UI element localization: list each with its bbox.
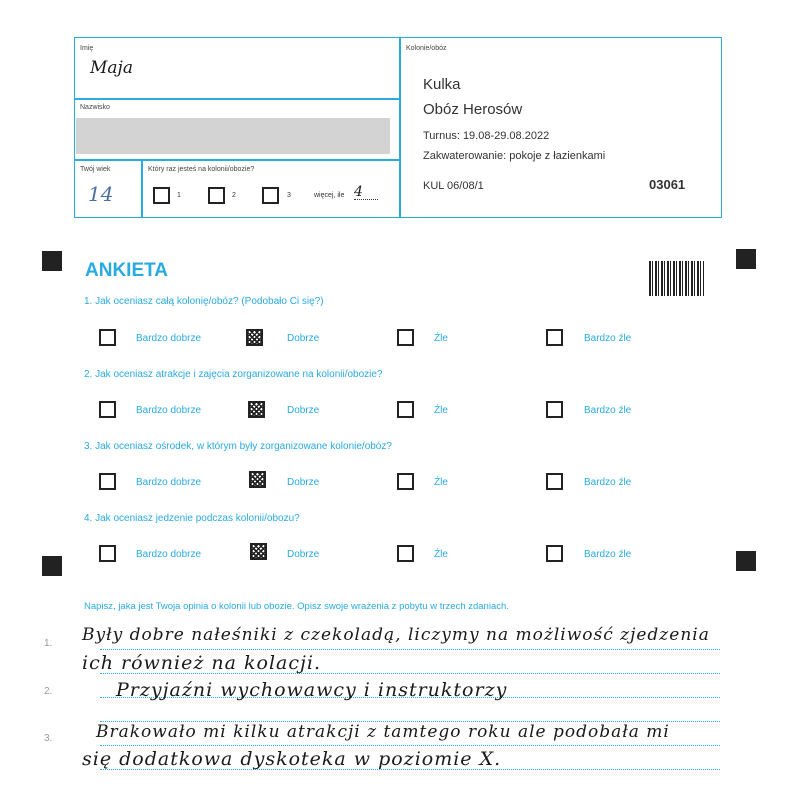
header-divider-name — [74, 98, 399, 100]
line-number-2: 2. — [44, 686, 53, 697]
q3-label-bardzo-zle: Bardzo źle — [584, 477, 632, 488]
header-divider-vertical — [399, 37, 401, 218]
accommodation-text: Zakwaterowanie: pokoje z łazienkami — [423, 150, 606, 162]
q1-label-bardzo-zle: Bardzo źle — [584, 333, 632, 344]
survey-title: ANKIETA — [85, 260, 169, 281]
answer-handwriting-1[interactable]: Były dobre nałeśniki z czekoladą, liczymy na możliwość zjedzenia — [82, 625, 710, 645]
name-value[interactable]: Maja — [90, 58, 133, 78]
age-value[interactable]: 14 — [88, 182, 114, 206]
q1-label-dobrze: Dobrze — [287, 333, 320, 344]
q2-label-dobrze: Dobrze — [287, 405, 320, 416]
q4-label-bardzo-dobrze: Bardzo dobrze — [136, 549, 202, 560]
q4-checkbox-bardzo-dobrze[interactable] — [99, 545, 116, 562]
q3-checkbox-dobrze[interactable] — [249, 471, 266, 488]
times-more-value[interactable]: 4 — [354, 184, 363, 200]
q1-checkbox-zle[interactable] — [397, 329, 414, 346]
answer-line-3 — [100, 745, 720, 746]
q1-checkbox-bardzo-zle[interactable] — [546, 329, 563, 346]
answer-handwriting-1b[interactable]: ich również na kolacji. — [82, 652, 321, 674]
times-checkbox-1[interactable] — [153, 187, 170, 204]
question-3-text: 3. Jak oceniasz ośrodek, w którym były zorganizowane kolonie/obóz? — [84, 441, 392, 452]
q3-label-zle: Źle — [434, 477, 448, 488]
q3-checkbox-bardzo-zle[interactable] — [546, 473, 563, 490]
q2-checkbox-bardzo-zle[interactable] — [546, 401, 563, 418]
times-option-3: 3 — [287, 192, 291, 199]
q2-checkbox-zle[interactable] — [397, 401, 414, 418]
q2-checkbox-dobrze[interactable] — [248, 401, 265, 418]
q1-label-zle: Źle — [434, 333, 448, 344]
q2-label-bardzo-dobrze: Bardzo dobrze — [136, 405, 202, 416]
q4-label-dobrze: Dobrze — [287, 549, 320, 560]
header-divider-surname — [74, 159, 399, 161]
opinion-prompt: Napisz, jaka jest Twoja opinia o kolonii lub obozie. Opisz swoje wrażenia z pobytu w trzech zdaniach. — [84, 601, 509, 612]
question-2-text: 2. Jak oceniasz atrakcje i zajęcia zorganizowane na kolonii/obozie? — [84, 369, 383, 380]
name-label: Imię — [80, 45, 94, 52]
registration-marker-top-right — [736, 249, 756, 269]
q3-checkbox-zle[interactable] — [397, 473, 414, 490]
camp-title: Obóz Herosów — [423, 101, 523, 118]
q2-label-bardzo-zle: Bardzo źle — [584, 405, 632, 416]
barcode — [649, 261, 704, 296]
camp-code: KUL 06/08/1 — [423, 180, 484, 192]
q4-checkbox-dobrze[interactable] — [250, 543, 267, 560]
surname-label: Nazwisko — [80, 104, 110, 111]
q3-checkbox-bardzo-dobrze[interactable] — [99, 473, 116, 490]
header-divider-age — [141, 159, 143, 218]
question-4-text: 4. Jak oceniasz jedzenie podczas kolonii/obozu? — [84, 513, 300, 524]
question-1-text: 1. Jak oceniasz całą kolonię/obóz? (Podobało Ci się?) — [84, 296, 324, 307]
line-number-1: 1. — [44, 638, 53, 649]
registration-marker-mid-left — [42, 556, 62, 576]
registration-marker-top-left — [42, 251, 62, 271]
q1-checkbox-dobrze[interactable] — [246, 329, 263, 346]
q4-checkbox-bardzo-zle[interactable] — [546, 545, 563, 562]
answer-line-1 — [100, 649, 720, 650]
q3-label-bardzo-dobrze: Bardzo dobrze — [136, 477, 202, 488]
age-label: Twój wiek — [80, 166, 111, 173]
surname-redacted — [76, 118, 390, 154]
q4-label-bardzo-zle: Bardzo źle — [584, 549, 632, 560]
times-label: Który raz jesteś na kolonii/obozie? — [148, 166, 255, 173]
camp-name: Kulka — [423, 76, 461, 93]
times-more-label: więcej, ile — [314, 192, 345, 199]
q3-label-dobrze: Dobrze — [287, 477, 320, 488]
registration-marker-mid-right — [736, 551, 756, 571]
q2-label-zle: Źle — [434, 405, 448, 416]
q4-label-zle: Źle — [434, 549, 448, 560]
camp-label: Kolonie/obóz — [406, 45, 447, 52]
answer-handwriting-3b[interactable]: się dodatkowa dyskoteka w poziomie X. — [82, 748, 502, 770]
q1-checkbox-bardzo-dobrze[interactable] — [99, 329, 116, 346]
answer-handwriting-2[interactable]: Przyjaźni wychowawcy i instruktorzy — [116, 679, 508, 701]
times-option-2: 2 — [232, 192, 236, 199]
times-checkbox-2[interactable] — [208, 187, 225, 204]
q2-checkbox-bardzo-dobrze[interactable] — [99, 401, 116, 418]
q1-label-bardzo-dobrze: Bardzo dobrze — [136, 333, 202, 344]
q4-checkbox-zle[interactable] — [397, 545, 414, 562]
form-number: 03061 — [649, 177, 686, 192]
turnus-text: Turnus: 19.08-29.08.2022 — [423, 130, 550, 142]
times-option-1: 1 — [177, 192, 181, 199]
line-number-3: 3. — [44, 733, 53, 744]
times-checkbox-3[interactable] — [262, 187, 279, 204]
answer-handwriting-3[interactable]: Brakowało mi kilku atrakcji z tamtego roku ale podobała mi — [96, 722, 670, 742]
